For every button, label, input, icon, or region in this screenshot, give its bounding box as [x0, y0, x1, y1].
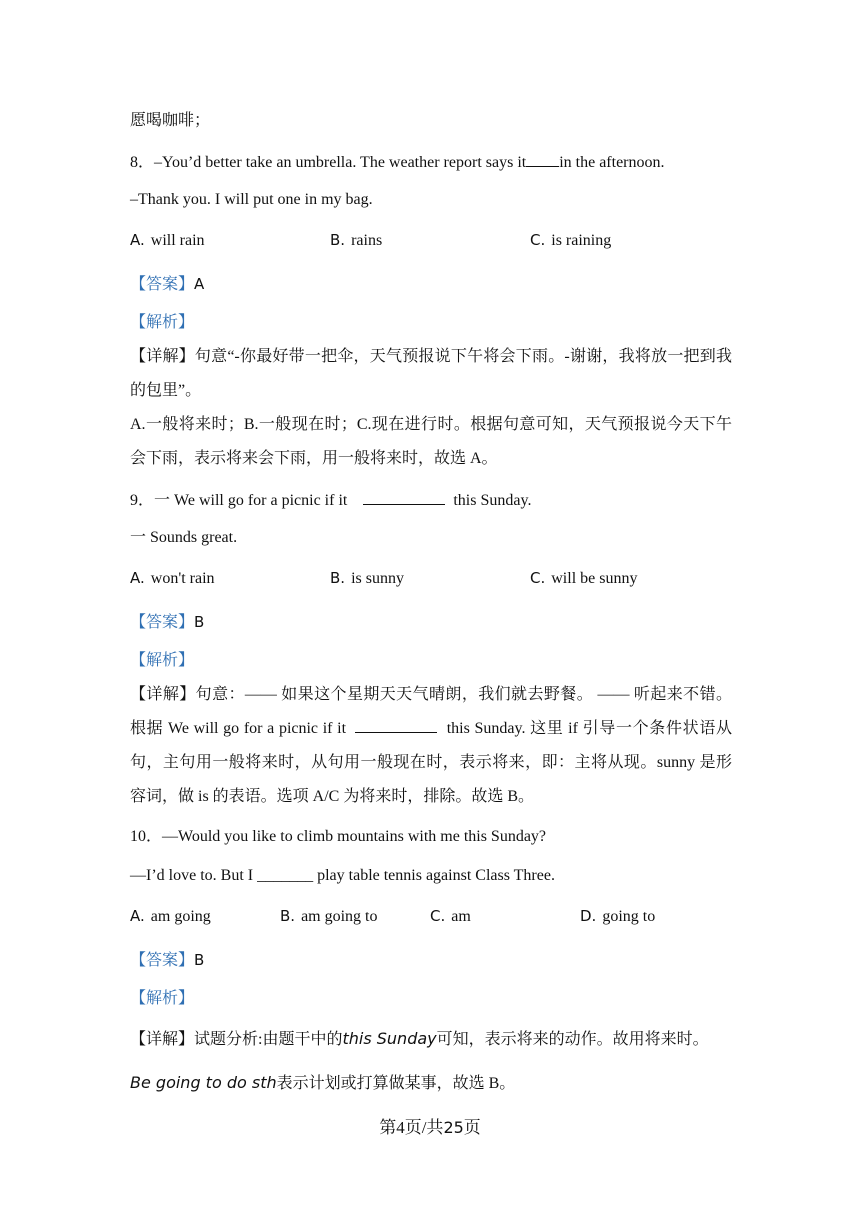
total-page-number: 25: [443, 1118, 464, 1137]
q9-option-a: A. won't rain: [130, 569, 215, 587]
q9-detail: 【详解】句意：—— 如果这个星期天天气晴朗，我们就去野餐。 —— 听起来不错。根据 We will go for a picnic if it this Sunday. 这里 if 引导一个条件状语从句，主句用一般将来时，从句用一般现在时，表示将来，即：主将从现。sunny 是形容词，做 is 的表语。选项 A/C 为将来时，排除。故选 B。: [130, 686, 732, 805]
q10-option-c: C. am: [430, 907, 471, 925]
q8-stem: [130, 150, 665, 174]
q8-stem-post: in the afternoon.: [559, 154, 665, 171]
q8-options: [130, 229, 732, 251]
q9-reply: 一 Sounds great.: [130, 529, 238, 546]
q9-stem-pre: 一 We will go for a picnic if it: [154, 492, 348, 509]
q9-stem: [130, 488, 531, 512]
q10-options: [130, 905, 732, 927]
q8-number: 8．: [130, 154, 155, 171]
q10-detail: 【详解】试题分析:由题干中的this Sunday可知，表示将来的动作。故用将来时。: [130, 1029, 709, 1048]
q9-stem-post: this Sunday.: [453, 492, 532, 509]
q8-detail-2: A.一般将来时；B.一般现在时；C.现在进行时。根据句意可知，天气预报说今天下午会下雨，表示将来会下雨，用一般将来时，故选 A。: [130, 416, 732, 467]
q8-analysis-tag: 【解析】: [130, 314, 195, 331]
q9-answer-tag: 【答案】: [130, 614, 195, 631]
q10-analysis-tag: 【解析】: [130, 990, 195, 1007]
q8-stem-pre: –You’d better take an umbrella. The weather report says it: [154, 154, 527, 171]
q10-answer-value: B: [194, 951, 205, 969]
q8-answer-value: A: [194, 275, 205, 293]
q9-option-b: B. is sunny: [330, 569, 404, 587]
q8-answer: [130, 273, 210, 296]
q9-option-c: C. will be sunny: [530, 569, 638, 587]
q9-blank: [363, 488, 445, 505]
q9-detail-blank: [355, 716, 437, 733]
q8-option-b: B. rains: [330, 231, 383, 249]
q10-detail-phrase: this Sunday: [342, 1029, 437, 1048]
q10-number: 10．: [130, 828, 163, 845]
q8-blank: [526, 150, 559, 167]
q10-reply: —I’d love to. But I _______ play table tennis against Class Three.: [130, 867, 555, 884]
intro-line: 愿喝咖啡；: [130, 112, 211, 129]
q10-detail2-phrase: Be going to do sth: [130, 1073, 277, 1092]
q9-answer-value: B: [194, 613, 205, 631]
page-footer: 第4页/共25页: [379, 1118, 481, 1137]
q10-option-d: D. going to: [580, 907, 656, 925]
q9-answer: [130, 611, 210, 634]
q10-answer: [130, 949, 210, 972]
q10-stem-text: —Would you like to climb mountains with me this Sunday?: [162, 828, 547, 845]
q10-stem: [130, 826, 546, 848]
q8-reply: –Thank you. I will put one in my bag.: [130, 191, 373, 208]
q10-detail-2: Be going to do sth表示计划或打算做某事，故选 B。: [130, 1073, 516, 1092]
q9-options: [130, 567, 732, 589]
q10-answer-tag: 【答案】: [130, 952, 195, 969]
q10-option-b: B. am going to: [280, 907, 378, 925]
q9-number: 9．: [130, 492, 155, 509]
q8-option-a: A. will rain: [130, 231, 205, 249]
q9-analysis-tag: 【解析】: [130, 652, 195, 669]
q8-detail-1: 【详解】句意“-你最好带一把伞，天气预报说下午将会下雨。-谢谢，我将放一把到我的包里”。: [130, 348, 732, 399]
q8-option-c: C. is raining: [530, 231, 612, 249]
current-page-number: 4: [396, 1118, 405, 1137]
q10-option-a: A. am going: [130, 907, 211, 925]
q8-answer-tag: 【答案】: [130, 276, 195, 293]
